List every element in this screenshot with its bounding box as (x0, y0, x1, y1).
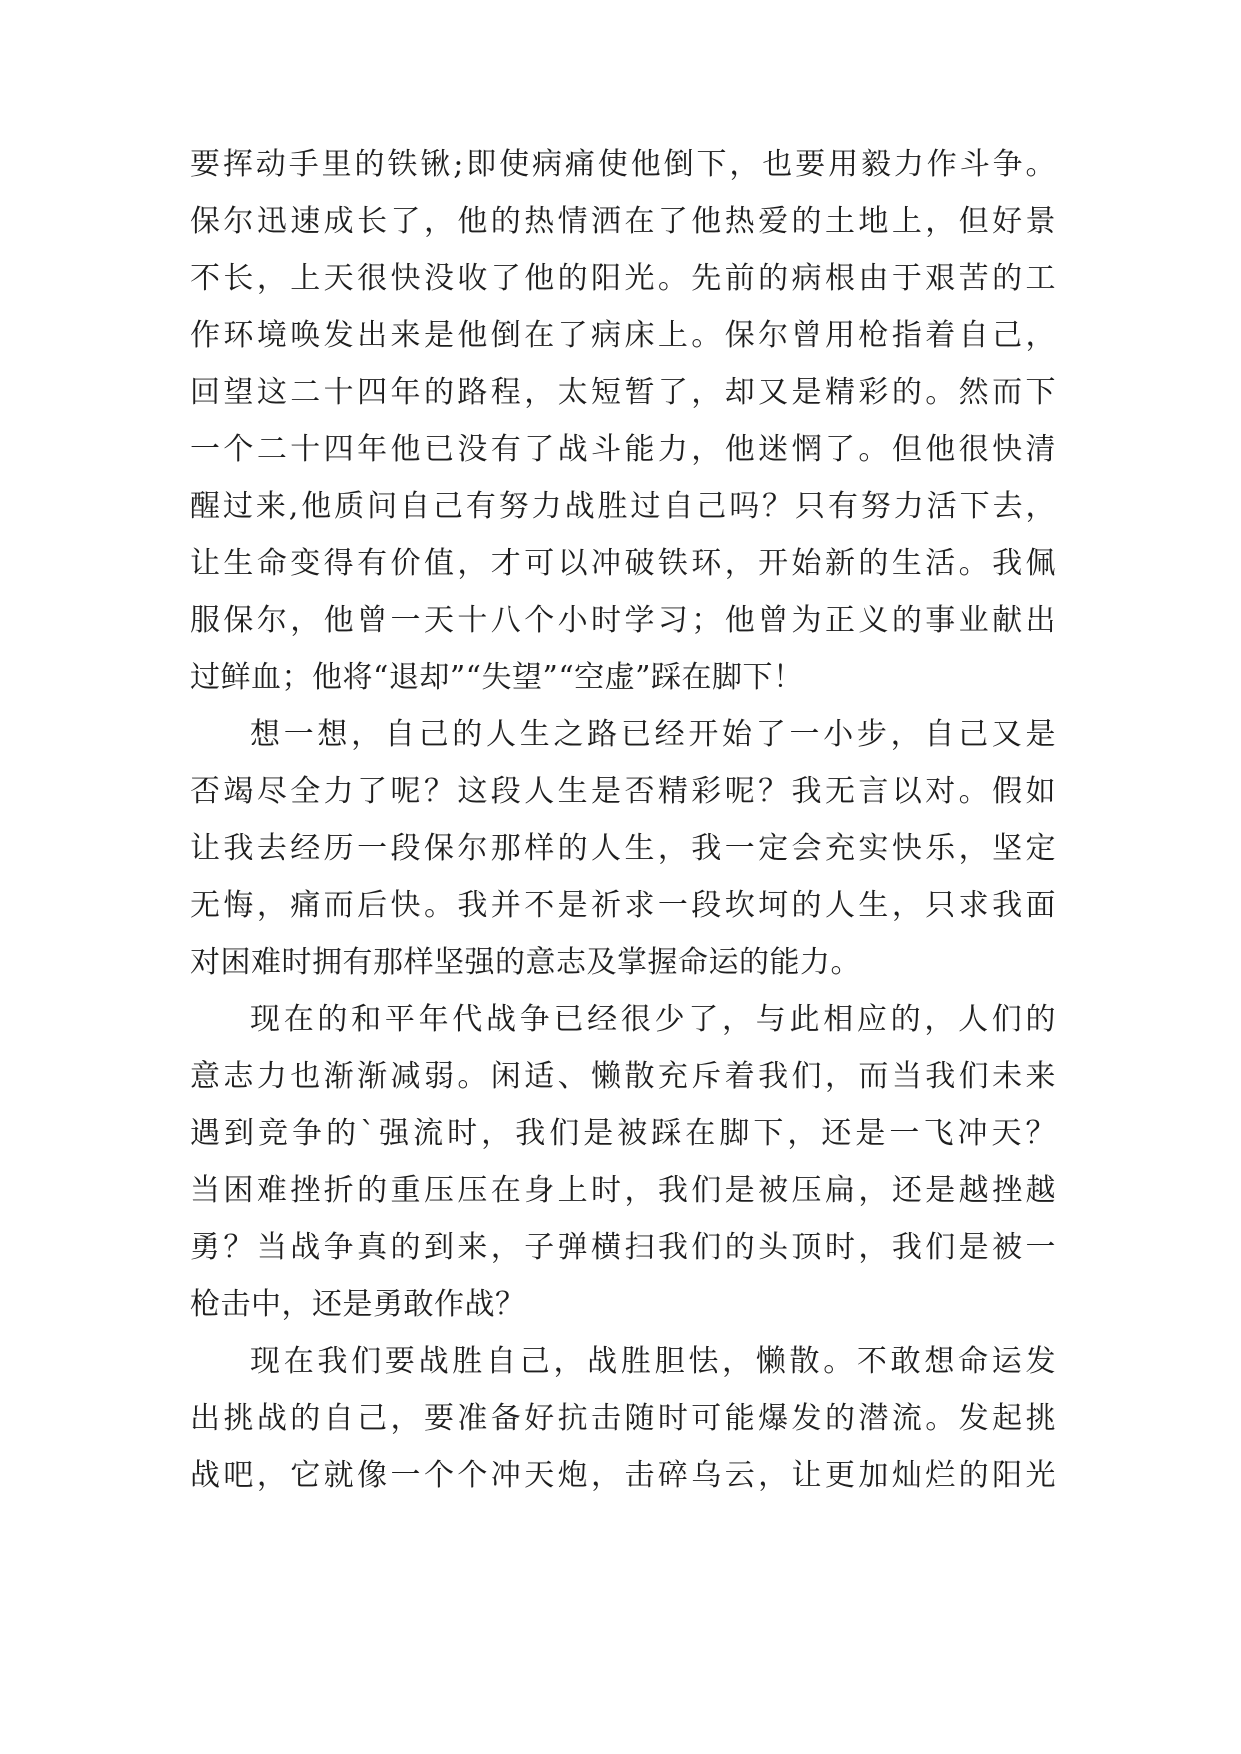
body-text (190, 136, 1056, 1504)
paragraph-first-line: 现在的和平年代战争已经很少了，与此相应的，人们的 (250, 1002, 1056, 1037)
text-line: 意志力也渐渐减弱。闲适、懒散充斥着我们，而当我们未来 (190, 1059, 1056, 1094)
text-line: 枪击中，还是勇敢作战？ (190, 1287, 526, 1322)
text-line: 不长，上天很快没收了他的阳光。先前的病根由于艰苦的工 (190, 261, 1056, 296)
text-line: 过鲜血；他将“退却”“失望”“空虚”踩在脚下！ (190, 660, 804, 695)
paragraph-first-line: 现在我们要战胜自己，战胜胆怯，懒散。不敢想命运发 (250, 1344, 1056, 1379)
text-line: 醒过来,他质问自己有努力战胜过自己吗？只有努力活下去， (190, 489, 1056, 524)
text-line: 无悔，痛而后快。我并不是祈求一段坎坷的人生，只求我面 (190, 888, 1056, 923)
text-line: 要挥动手里的铁锹;即使病痛使他倒下，也要用毅力作斗争。 (190, 147, 1056, 182)
text-line: 当困难挫折的重压压在身上时，我们是被压扁，还是越挫越 (190, 1173, 1056, 1208)
text-line: 否竭尽全力了呢？这段人生是否精彩呢？我无言以对。假如 (190, 774, 1056, 809)
text-line: 让生命变得有价值，才可以冲破铁环，开始新的生活。我佩 (190, 546, 1056, 581)
text-line: 作环境唤发出来是他倒在了病床上。保尔曾用枪指着自己， (190, 318, 1056, 353)
text-line: 回望这二十四年的路程，太短暂了，却又是精彩的。然而下 (190, 375, 1056, 410)
text-line: 出挑战的自己，要准备好抗击随时可能爆发的潜流。发起挑 (190, 1401, 1056, 1436)
text-line: 战吧，它就像一个个冲天炮，击碎乌云，让更加灿烂的阳光 (190, 1458, 1056, 1493)
text-line: 对困难时拥有那样坚强的意志及掌握命运的能力。 (190, 945, 861, 980)
text-line: 一个二十四年他已没有了战斗能力，他迷惘了。但他很快清 (190, 432, 1056, 467)
text-line: 服保尔，他曾一天十八个小时学习；他曾为正义的事业献出 (190, 603, 1056, 638)
text-line: 让我去经历一段保尔那样的人生，我一定会充实快乐，坚定 (190, 831, 1056, 866)
text-line: 遇到竞争的`强流时，我们是被踩在脚下，还是一飞冲天？ (190, 1116, 1056, 1151)
paragraph-first-line: 想一想，自己的人生之路已经开始了一小步，自己又是 (250, 717, 1056, 752)
text-line: 保尔迅速成长了，他的热情洒在了他热爱的土地上，但好景 (190, 204, 1056, 239)
text-line: 勇？当战争真的到来，子弹横扫我们的头顶时，我们是被一 (190, 1230, 1056, 1265)
